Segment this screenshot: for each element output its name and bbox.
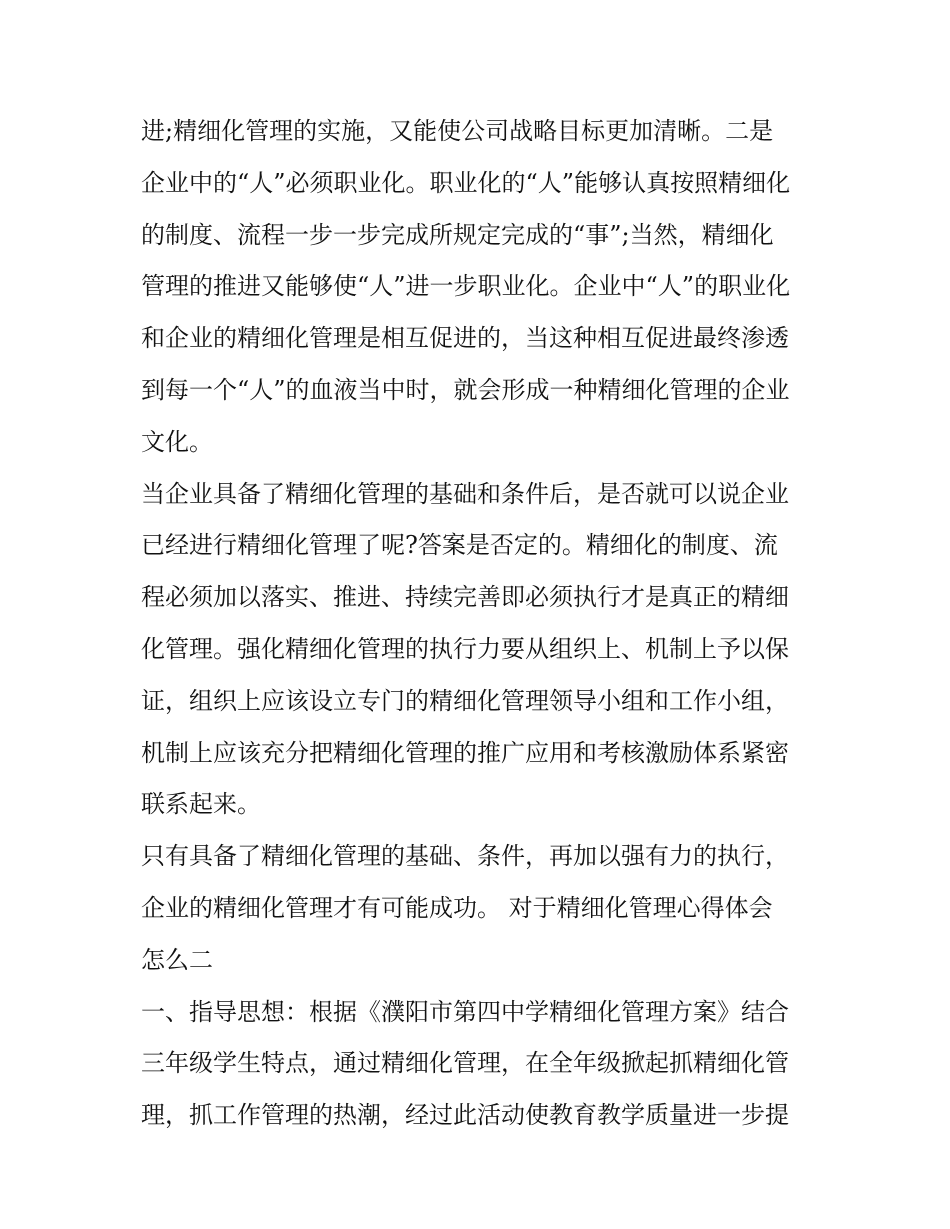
text-line: 当企业具备了精细化管理的基础和条件后，是否就可以说企业 (141, 479, 789, 508)
text-line: 怎么二 (141, 945, 213, 974)
text-line: 文化。 (141, 427, 213, 456)
text-line: 机制上应该充分把精细化管理的推广应用和考核激励体系紧密 (141, 738, 789, 767)
text-line: 联系起来。 (141, 790, 261, 819)
text-line: 化管理。强化精细化管理的执行力要从组织上、机制上予以保 (141, 634, 789, 663)
text-line: 的制度、流程一步一步完成所规定完成的“事”;当然，精细化 (141, 220, 774, 249)
text-line: 只有具备了精细化管理的基础、条件，再加以强有力的执行， (141, 842, 789, 871)
text-line: 证，组织上应该设立专门的精细化管理领导小组和工作小组， (141, 686, 789, 715)
text-line: 管理的推进又能够使“人”进一步职业化。企业中“人”的职业化 (141, 272, 791, 301)
text-line: 进;精细化管理的实施，又能使公司战略目标更加清晰。二是 (141, 117, 774, 145)
text-line: 一、指导思想：根据《濮阳市第四中学精细化管理方案》结合 (141, 997, 789, 1026)
text-line: 已经进行精细化管理了呢?答案是否定的。精细化的制度、流 (141, 531, 778, 560)
document-body-text (141, 106, 821, 1142)
text-line: 企业的精细化管理才有可能成功。 对于精细化管理心得体会 (141, 893, 773, 922)
text-line: 和企业的精细化管理是相互促进的，当这种相互促进最终渗透 (141, 324, 789, 353)
text-line: 理，抓工作管理的热潮，经过此活动使教育教学质量进一步提 (141, 1101, 789, 1130)
text-line: 企业中的“人”必须职业化。职业化的“人”能够认真按照精细化 (141, 168, 791, 197)
text-line: 程必须加以落实、推进、持续完善即必须执行才是真正的精细 (141, 583, 789, 612)
text-line: 到每一个“人”的血液当中时，就会形成一种精细化管理的企业 (141, 375, 790, 404)
text-line: 三年级学生特点，通过精细化管理，在全年级掀起抓精细化管 (141, 1049, 789, 1078)
